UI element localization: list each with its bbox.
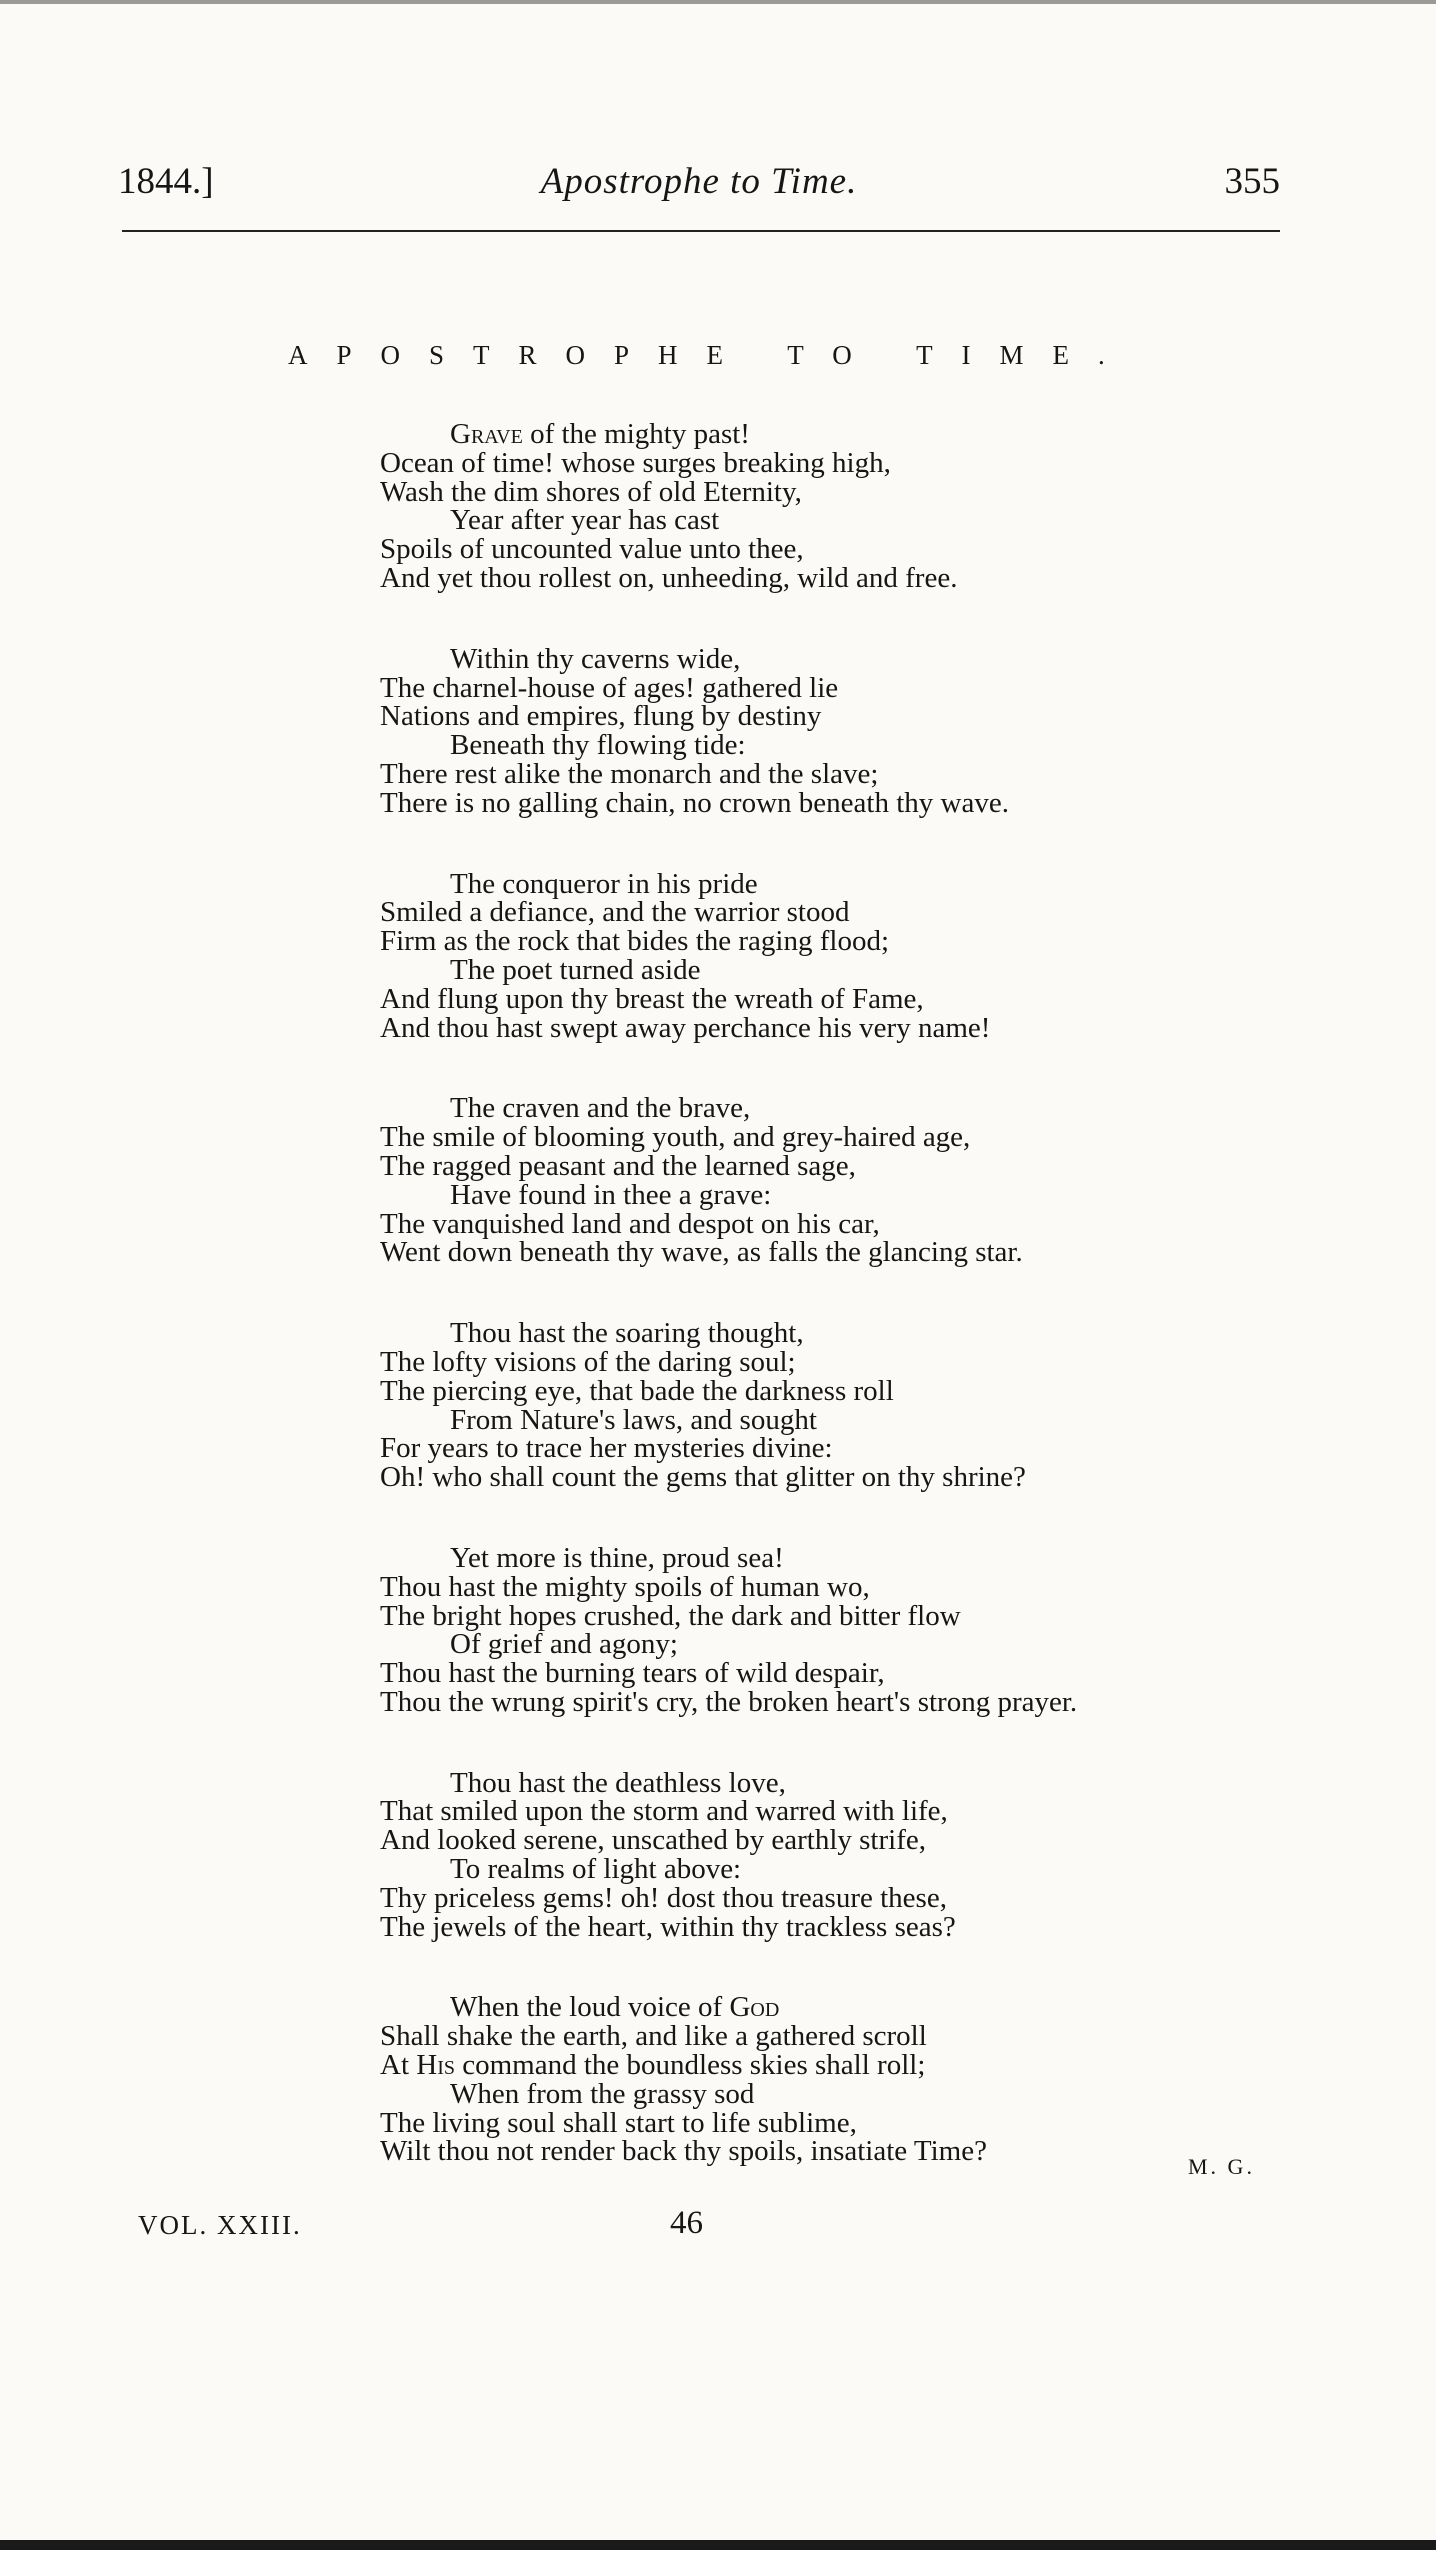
- signature-number: 46: [670, 2205, 703, 2241]
- poem-line: The bright hopes crushed, the dark and bitter flow: [380, 1599, 961, 1632]
- poem-line: Thy priceless gems! oh! dost thou treasure these,: [380, 1881, 947, 1914]
- stanza: [380, 1319, 1280, 1492]
- poem-line: Grave of the mighty past!: [450, 418, 750, 450]
- stanza: [380, 1993, 1280, 2166]
- poem-line: Thou hast the deathless love,: [450, 1766, 786, 1799]
- poem-line: Thou hast the soaring thought,: [450, 1317, 804, 1350]
- poem-line: Wash the dim shores of old Eternity,: [380, 475, 802, 508]
- stanza: [380, 642, 1280, 819]
- author-initials: M. G.: [1188, 2154, 1255, 2179]
- poem-line: Thou the wrung spirit's cry, the broken heart's strong prayer.: [380, 1685, 1078, 1718]
- poem-title: APOSTROPHE TO TIME.: [288, 340, 1134, 370]
- volume-label: VOL. XXIII.: [138, 2210, 302, 2240]
- poem-line: Thou hast the mighty spoils of human wo,: [380, 1570, 870, 1603]
- poem-line: And looked serene, unscathed by earthly strife,: [380, 1824, 926, 1857]
- header-year: 1844.]: [118, 161, 214, 202]
- running-head: [118, 160, 1280, 220]
- poem-line: And thou hast swept away perchance his very name!: [380, 1011, 991, 1044]
- poem-line: Smiled a defiance, and the warrior stood: [380, 896, 850, 929]
- poem-line: Of grief and agony;: [450, 1628, 678, 1661]
- stanza: [380, 1766, 1280, 1943]
- poem-line: Have found in thee a grave:: [450, 1178, 772, 1211]
- poem-line: Year after year has cast: [450, 504, 720, 537]
- poem-line: Spoils of uncounted value unto thee,: [380, 533, 804, 566]
- poem-line: The vanquished land and despot on his car,: [380, 1207, 880, 1240]
- poem-body: [380, 420, 1280, 2218]
- poem-line: At His command the boundless skies shall roll;: [380, 2049, 926, 2082]
- stanza: [380, 1094, 1280, 1267]
- poem-line: The piercing eye, that bade the darkness roll: [380, 1374, 894, 1407]
- poem-line: Beneath thy flowing tide:: [450, 729, 746, 762]
- poem-line: The poet turned aside: [450, 953, 701, 986]
- poem-line: The charnel-house of ages! gathered lie: [380, 671, 839, 704]
- poem-line: The smile of blooming youth, and grey-haired age,: [380, 1121, 971, 1154]
- page-bottom-edge: [0, 2540, 1436, 2550]
- poem-line: Shall shake the earth, and like a gathered scroll: [380, 2020, 927, 2053]
- poem-line: Oh! who shall count the gems that glitter on thy shrine?: [380, 1461, 1026, 1494]
- stanza: [380, 420, 1280, 593]
- poem-line: And yet thou rollest on, unheeding, wild and free.: [380, 561, 958, 594]
- poem-line: The lofty visions of the daring soul;: [380, 1345, 796, 1378]
- page-top-edge: [0, 0, 1436, 4]
- poem-line: The jewels of the heart, within thy trackless seas?: [380, 1910, 956, 1943]
- poem-line: Firm as the rock that bides the raging flood;: [380, 925, 890, 958]
- poem-line: There rest alike the monarch and the slave;: [380, 757, 879, 790]
- poem-line: The conqueror in his pride: [450, 867, 758, 900]
- poem-line: That smiled upon the storm and warred with life,: [380, 1795, 948, 1828]
- poem-line: Ocean of time! whose surges breaking high,: [380, 446, 891, 479]
- poem-line: And flung upon thy breast the wreath of Fame,: [380, 982, 924, 1015]
- stanza: [380, 1541, 1280, 1718]
- poem-line: For years to trace her mysteries divine:: [380, 1432, 833, 1465]
- poem-line: Yet more is thine, proud sea!: [450, 1541, 784, 1574]
- poem-line: Wilt thou not render back thy spoils, insatiate Time?: [380, 2135, 987, 2168]
- poem-line: The ragged peasant and the learned sage,: [380, 1149, 856, 1182]
- poem-line: Within thy caverns wide,: [450, 642, 741, 675]
- header-page-number: 355: [1224, 161, 1280, 202]
- poem-line: Went down beneath thy wave, as falls the glancing star.: [380, 1236, 1023, 1269]
- stanza: [380, 867, 1280, 1044]
- poem-line: Thou hast the burning tears of wild despair,: [380, 1657, 885, 1690]
- poem-line: When the loud voice of God: [450, 1991, 780, 2024]
- poem-line: To realms of light above:: [450, 1853, 742, 1886]
- poem-line: When from the grassy sod: [450, 2077, 755, 2110]
- header-title: Apostrophe to Time.: [540, 161, 858, 202]
- poem-line: Nations and empires, flung by destiny: [380, 700, 822, 733]
- poem-line: There is no galling chain, no crown beneath thy wave.: [380, 786, 1009, 819]
- header-rule: [122, 230, 1280, 232]
- poem-line: From Nature's laws, and sought: [450, 1403, 817, 1436]
- poem-line: The living soul shall start to life sublime,: [380, 2106, 857, 2139]
- poem-line: The craven and the brave,: [450, 1092, 751, 1125]
